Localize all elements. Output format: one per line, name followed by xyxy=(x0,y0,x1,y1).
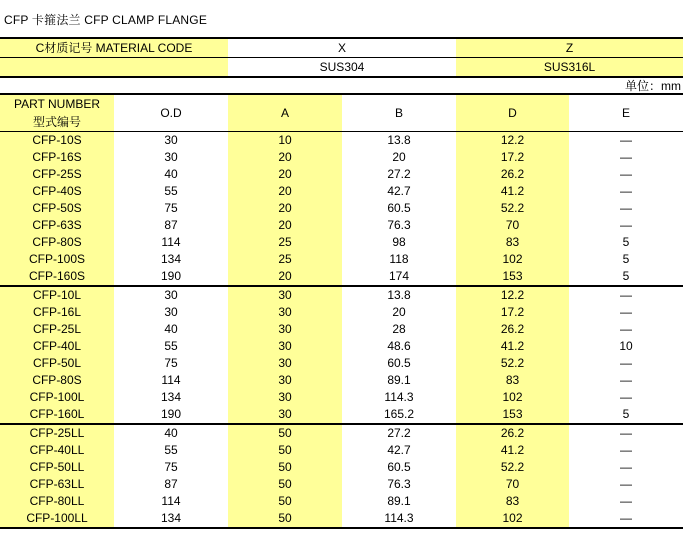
material-code-table xyxy=(0,37,683,78)
table-row xyxy=(0,200,683,217)
b-cell: 20 xyxy=(392,305,406,319)
table-row xyxy=(0,166,683,183)
od-cell: 30 xyxy=(164,150,178,164)
part-number-cell: CFP-80S xyxy=(0,372,114,389)
material-code-label: C材质记号 MATERIAL CODE xyxy=(0,38,228,58)
part-number-cell: CFP-80LL xyxy=(0,493,114,510)
d-cell: 83 xyxy=(456,372,569,389)
e-cell: — xyxy=(620,373,632,387)
part-number-cell: CFP-40S xyxy=(0,183,114,200)
a-cell: 30 xyxy=(228,406,342,424)
e-cell: — xyxy=(620,150,632,164)
e-cell: — xyxy=(620,167,632,181)
table-row xyxy=(0,183,683,200)
header-b: B xyxy=(342,94,456,132)
a-cell: 10 xyxy=(228,132,342,150)
b-cell: 60.5 xyxy=(387,460,411,474)
table-row xyxy=(0,286,683,304)
table-row xyxy=(0,251,683,268)
a-cell: 50 xyxy=(228,510,342,528)
od-cell: 55 xyxy=(164,339,178,353)
document-title: CFP 卡箍法兰 CFP CLAMP FLANGE xyxy=(4,13,208,27)
part-number-cell: CFP-100L xyxy=(0,389,114,406)
b-cell: 60.5 xyxy=(387,356,411,370)
part-number-cell: CFP-100S xyxy=(0,251,114,268)
material-x-name: SUS304 xyxy=(228,58,456,78)
b-cell: 27.2 xyxy=(387,167,411,181)
a-cell: 30 xyxy=(228,338,342,355)
b-cell: 42.7 xyxy=(387,443,411,457)
od-cell: 30 xyxy=(164,305,178,319)
spec-table-body xyxy=(0,132,683,529)
b-cell: 48.6 xyxy=(387,339,411,353)
b-cell: 174 xyxy=(388,269,410,283)
e-cell: — xyxy=(620,460,632,474)
e-cell: 5 xyxy=(622,407,630,421)
part-number-cell: CFP-63LL xyxy=(0,476,114,493)
b-cell: 27.2 xyxy=(342,424,456,442)
a-cell: 30 xyxy=(228,304,342,321)
e-cell: — xyxy=(569,286,683,304)
b-cell: 13.8 xyxy=(342,286,456,304)
d-cell: 41.2 xyxy=(456,442,569,459)
od-cell: 134 xyxy=(114,510,228,528)
part-number-cell: CFP-80S xyxy=(0,234,114,251)
e-cell: 5 xyxy=(622,252,630,266)
e-cell: — xyxy=(569,424,683,442)
d-cell: 26.2 xyxy=(456,424,569,442)
e-cell: — xyxy=(620,356,632,370)
e-cell: — xyxy=(620,494,632,508)
part-number-cell: CFP-160S xyxy=(0,268,114,286)
od-cell: 190 xyxy=(160,269,182,283)
a-cell: 20 xyxy=(228,200,342,217)
e-cell: — xyxy=(620,305,632,319)
a-cell: 30 xyxy=(228,321,342,338)
d-cell: 26.2 xyxy=(456,166,569,183)
table-row xyxy=(0,268,683,286)
e-cell: — xyxy=(620,218,632,232)
spec-table xyxy=(0,93,683,529)
a-cell: 30 xyxy=(228,286,342,304)
d-cell: 52.2 xyxy=(456,459,569,476)
e-cell: 5 xyxy=(622,269,630,283)
header-part-number-cn: 型式编号 xyxy=(32,115,81,129)
od-cell: 190 xyxy=(160,407,182,421)
part-number-cell: CFP-50L xyxy=(0,355,114,372)
table-row xyxy=(0,132,683,150)
d-cell: 83 xyxy=(456,234,569,251)
e-cell: — xyxy=(620,390,632,404)
d-cell: 102 xyxy=(456,510,569,528)
od-cell: 75 xyxy=(164,201,178,215)
e-cell: — xyxy=(620,201,632,215)
b-cell: 28 xyxy=(392,322,406,336)
b-cell: 76.3 xyxy=(387,477,411,491)
d-cell: 41.2 xyxy=(456,183,569,200)
a-cell: 50 xyxy=(228,442,342,459)
part-number-cell: CFP-63S xyxy=(0,217,114,234)
od-cell: 134 xyxy=(160,252,182,266)
material-z-name: SUS316L xyxy=(456,58,683,78)
table-row xyxy=(0,442,683,459)
material-code-row xyxy=(0,38,683,58)
b-cell: 165.2 xyxy=(383,407,415,421)
e-cell: — xyxy=(569,510,683,528)
part-number-cell: CFP-160L xyxy=(0,406,114,424)
table-row xyxy=(0,510,683,528)
table-row xyxy=(0,406,683,424)
table-row xyxy=(0,321,683,338)
part-number-cell: CFP-40LL xyxy=(0,442,114,459)
table-row xyxy=(0,459,683,476)
material-code-x: X xyxy=(228,38,456,58)
header-od: O.D xyxy=(114,94,228,132)
d-cell: 70 xyxy=(456,217,569,234)
b-cell: 98 xyxy=(392,235,406,249)
d-cell: 26.2 xyxy=(456,321,569,338)
e-cell: — xyxy=(620,477,632,491)
b-cell: 60.5 xyxy=(387,201,411,215)
part-number-cell: CFP-10S xyxy=(0,132,114,150)
b-cell: 76.3 xyxy=(387,218,411,232)
d-cell: 83 xyxy=(456,493,569,510)
od-cell: 30 xyxy=(164,133,178,147)
a-cell: 20 xyxy=(228,166,342,183)
table-row xyxy=(0,338,683,355)
header-d: D xyxy=(456,94,569,132)
material-name-label-blank xyxy=(0,58,228,78)
part-number-cell: CFP-25L xyxy=(0,321,114,338)
d-cell: 17.2 xyxy=(456,304,569,321)
b-cell: 89.1 xyxy=(387,373,411,387)
e-cell: 5 xyxy=(622,235,630,249)
d-cell: 153 xyxy=(456,406,569,424)
table-row xyxy=(0,372,683,389)
unit-label: 单位：mm xyxy=(625,79,681,93)
a-cell: 20 xyxy=(228,268,342,286)
part-number-cell: CFP-40L xyxy=(0,338,114,355)
table-row xyxy=(0,355,683,372)
spec-header-row xyxy=(0,94,683,132)
od-cell: 114 xyxy=(161,235,181,249)
a-cell: 20 xyxy=(228,183,342,200)
od-cell: 134 xyxy=(160,390,182,404)
od-cell: 114 xyxy=(161,494,181,508)
a-cell: 30 xyxy=(228,372,342,389)
material-name-row xyxy=(0,58,683,78)
d-cell: 153 xyxy=(456,268,569,286)
part-number-cell: CFP-10L xyxy=(0,286,114,304)
od-cell: 87 xyxy=(164,477,178,491)
table-row xyxy=(0,424,683,442)
b-cell: 42.7 xyxy=(387,184,411,198)
d-cell: 102 xyxy=(456,251,569,268)
e-cell: — xyxy=(620,184,632,198)
od-cell: 40 xyxy=(164,167,178,181)
table-row xyxy=(0,217,683,234)
od-cell: 75 xyxy=(164,356,178,370)
a-cell: 50 xyxy=(228,424,342,442)
header-e: E xyxy=(569,94,683,132)
d-cell: 102 xyxy=(456,389,569,406)
od-cell: 55 xyxy=(164,443,178,457)
d-cell: 52.2 xyxy=(456,355,569,372)
a-cell: 20 xyxy=(228,149,342,166)
od-cell: 114 xyxy=(161,373,181,387)
a-cell: 50 xyxy=(228,459,342,476)
d-cell: 41.2 xyxy=(456,338,569,355)
header-part-number-en: PART NUMBER xyxy=(13,97,100,111)
e-cell: — xyxy=(620,133,632,147)
d-cell: 12.2 xyxy=(456,286,569,304)
header-part-number xyxy=(0,94,114,132)
e-cell: — xyxy=(620,443,632,457)
table-row xyxy=(0,304,683,321)
part-number-cell: CFP-100LL xyxy=(0,510,114,528)
part-number-cell: CFP-50LL xyxy=(0,459,114,476)
b-cell: 13.8 xyxy=(387,133,411,147)
b-cell: 114.3 xyxy=(384,390,414,404)
b-cell: 114.3 xyxy=(342,510,456,528)
b-cell: 89.1 xyxy=(387,494,411,508)
od-cell: 40 xyxy=(164,322,178,336)
d-cell: 12.2 xyxy=(456,132,569,150)
part-number-cell: CFP-25LL xyxy=(0,424,114,442)
b-cell: 118 xyxy=(389,252,409,266)
a-cell: 20 xyxy=(228,217,342,234)
e-cell: 10 xyxy=(619,339,633,353)
table-row xyxy=(0,476,683,493)
od-cell: 40 xyxy=(114,424,228,442)
a-cell: 25 xyxy=(228,234,342,251)
a-cell: 30 xyxy=(228,389,342,406)
od-cell: 55 xyxy=(164,184,178,198)
e-cell: — xyxy=(620,322,632,336)
table-row xyxy=(0,493,683,510)
header-a: A xyxy=(228,94,342,132)
a-cell: 50 xyxy=(228,493,342,510)
od-cell: 75 xyxy=(164,460,178,474)
table-row xyxy=(0,234,683,251)
b-cell: 20 xyxy=(392,150,406,164)
d-cell: 70 xyxy=(456,476,569,493)
d-cell: 17.2 xyxy=(456,149,569,166)
part-number-cell: CFP-16S xyxy=(0,149,114,166)
table-row xyxy=(0,149,683,166)
part-number-cell: CFP-25S xyxy=(0,166,114,183)
table-row xyxy=(0,389,683,406)
material-code-z: Z xyxy=(456,38,683,58)
a-cell: 30 xyxy=(228,355,342,372)
d-cell: 52.2 xyxy=(456,200,569,217)
part-number-cell: CFP-16L xyxy=(0,304,114,321)
a-cell: 50 xyxy=(228,476,342,493)
a-cell: 25 xyxy=(228,251,342,268)
od-cell: 30 xyxy=(114,286,228,304)
part-number-cell: CFP-50S xyxy=(0,200,114,217)
od-cell: 87 xyxy=(164,218,178,232)
